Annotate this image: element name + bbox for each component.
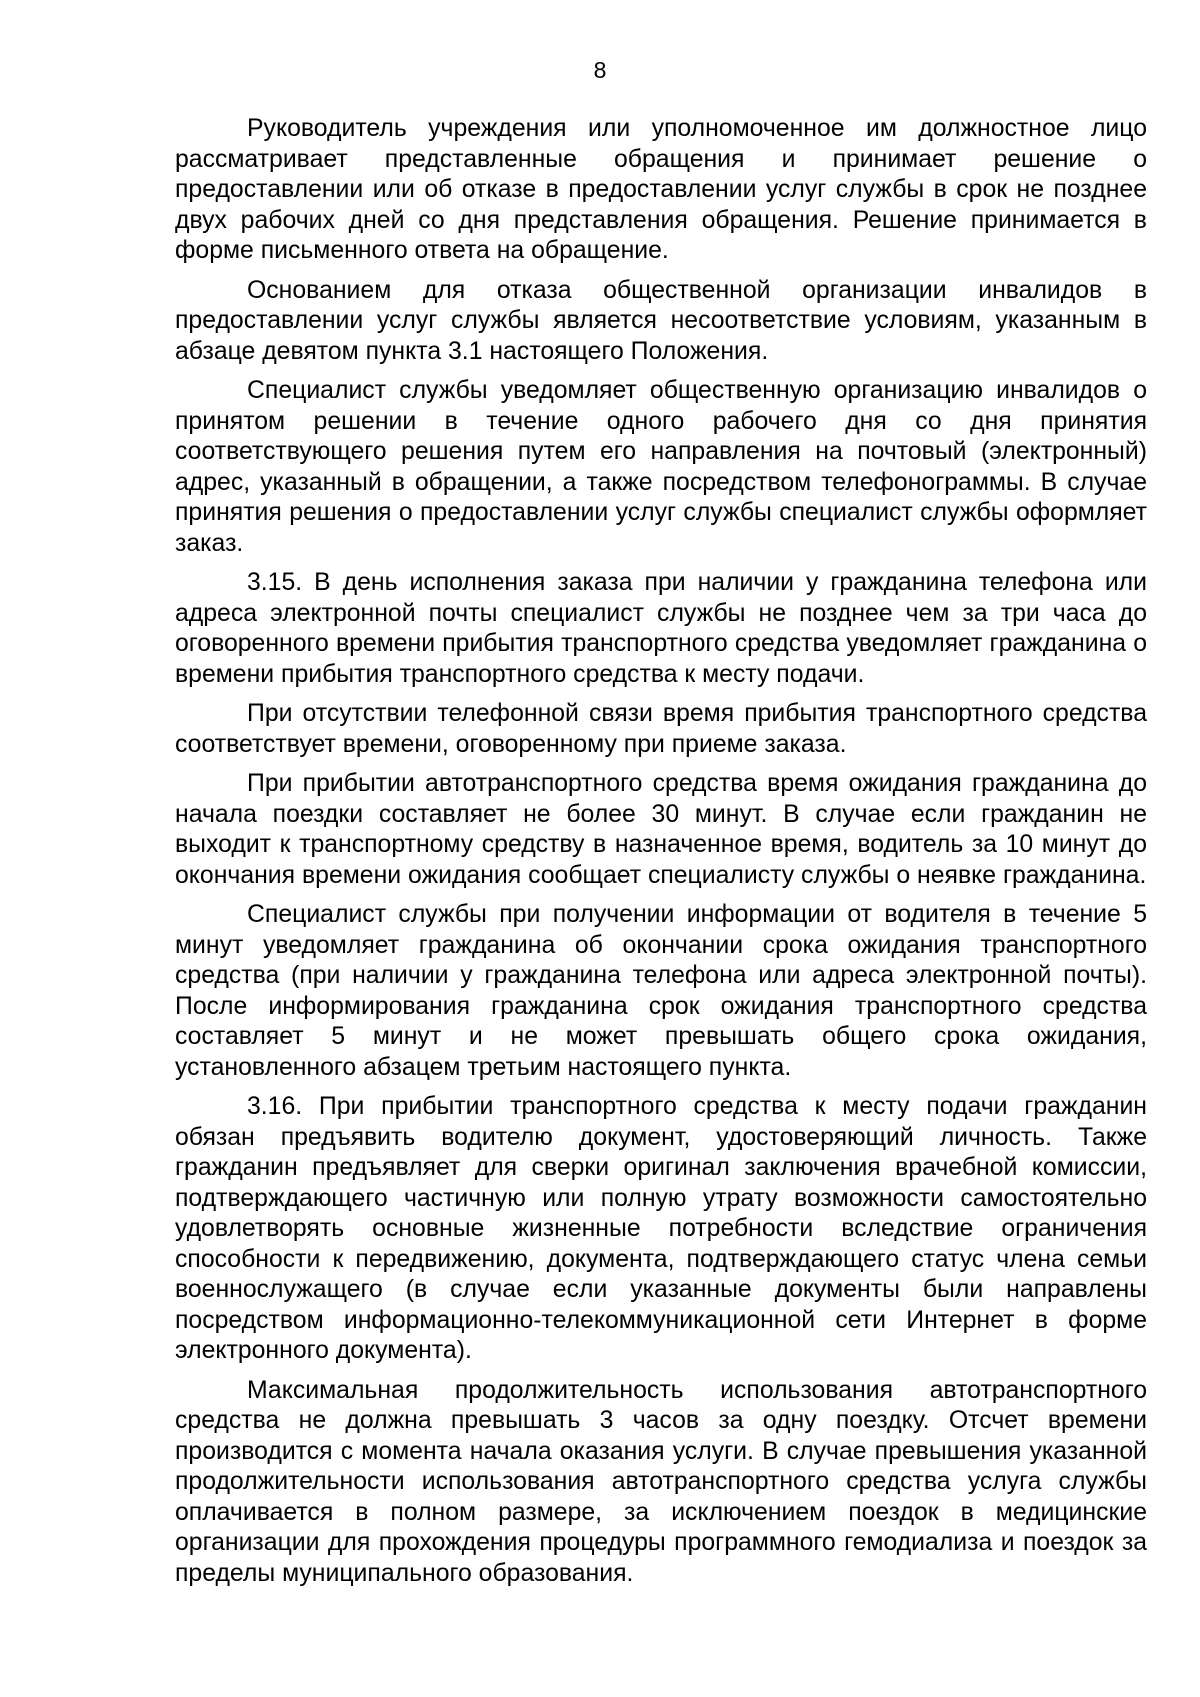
paragraph-notification: Специалист службы уведомляет общественную организацию инвалидов о принятом решении в течение одного рабочего дня со дня принятия соответствующего решения путем его направления на почтовый (электронный) адрес, указанный в обращении, а также посредством телефонограммы. В случае принятия решения о предоставлении услуг службы специалист службы оформляет заказ. (175, 377, 1147, 557)
paragraph-decision: Руководитель учреждения или уполномоченное им должностное лицо рассматривает представленные обращения и принимает решение о предоставлении или об отказе в предоставлении услуг службы в срок не позднее двух рабочих дней со дня представления обращения. Решение принимается в форме письменного ответа на обращение. (175, 115, 1147, 264)
paragraph-waiting-expiry: Специалист службы при получении информации от водителя в течение 5 минут уведомляет гражданина об окончании срока ожидания транспортного средства (при наличии у гражданина телефона или адреса электронной почты). После информирования гражданина срок ожидания транспортного средства составляет 5 минут и не может превышать общего срока ожидания, установленного абзацем третьим настоящего пункта. (175, 901, 1147, 1081)
paragraph-max-duration: Максимальная продолжительность использования автотранспортного средства не должна превышать 3 часов за одну поездку. Отсчет времени производится с момента начала оказания услуги. В случае превышения указанной продолжительности использования автотранспортного средства услуга службы оплачивается в полном размере, за исключением поездок в медицинские организации для прохождения процедуры программного гемодиализа и поездок за пределы муниципального образования. (175, 1376, 1147, 1587)
paragraph-no-phone: При отсутствии телефонной связи время прибытия транспортного средства соответствует времени, оговоренному при приеме заказа. (175, 700, 1147, 758)
page-number: 8 (593, 57, 607, 83)
paragraph-waiting-time: При прибытии автотранспортного средства время ожидания гражданина до начала поездки составляет не более 30 минут. В случае если гражданин не выходит к транспортному средству в назначенное время, водитель за 10 минут до окончания времени ожидания сообщает специалисту службы о неявке гражданина. (175, 770, 1147, 889)
paragraph-refusal-grounds: Основанием для отказа общественной организации инвалидов в предоставлении услуг службы является несоответствие условиям, указанным в абзаце девятом пункта 3.1 настоящего Положения. (175, 276, 1147, 365)
document-body (175, 114, 1147, 1598)
paragraph-3-16: 3.16. При прибытии транспортного средства к месту подачи гражданин обязан предъявить водителю документ, удостоверяющий личность. Также гражданин предъявляет для сверки оригинал заключения врачебной комиссии, подтверждающего частичную или полную утрату возможности самостоятельно удовлетворять основные жизненные потребности вследствие ограничения способности к передвижению, документа, подтверждающего статус члена семьи военнослужащего (в случае если указанные документы были направлены посредством информационно-телекоммуникационной сети Интернет в форме электронного документа). (175, 1093, 1147, 1364)
paragraph-3-15: 3.15. В день исполнения заказа при наличии у гражданина телефона или адреса электронной почты специалист службы не позднее чем за три часа до оговоренного времени прибытия транспортного средства уведомляет гражданина о времени прибытия транспортного средства к месту подачи. (175, 569, 1147, 688)
